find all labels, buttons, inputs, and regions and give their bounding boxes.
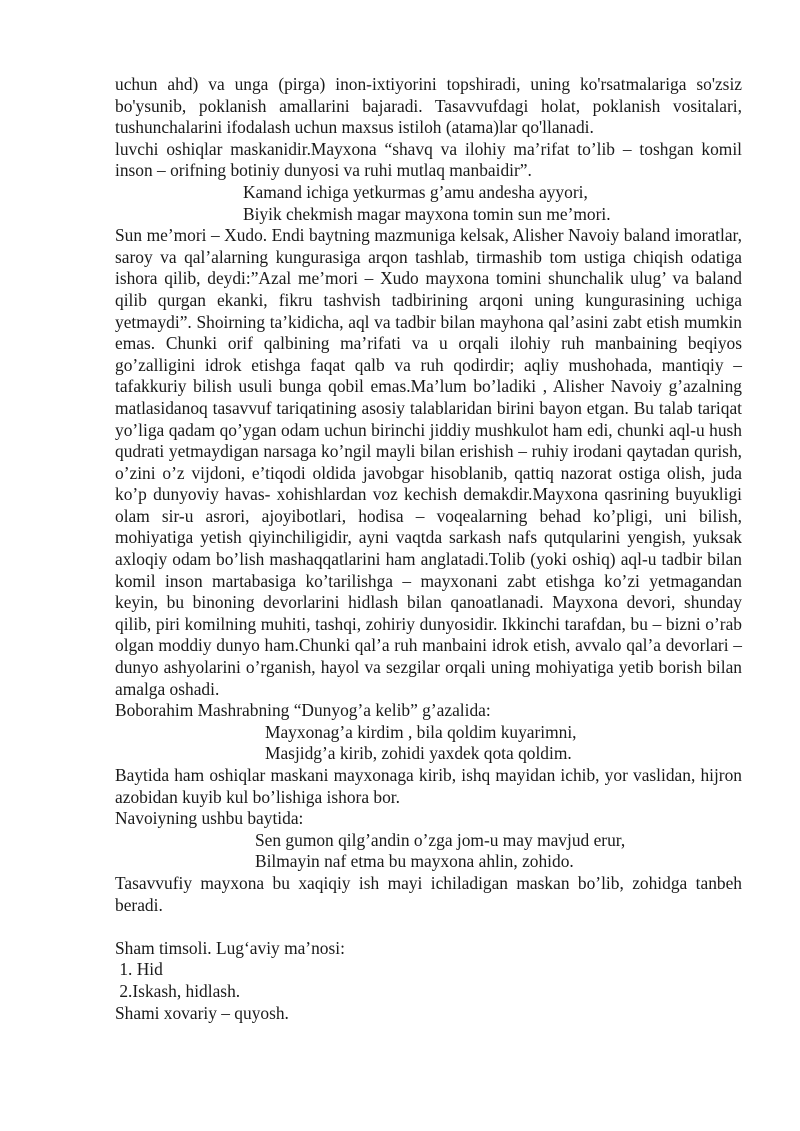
- paragraph-continuation: uchun ahd) va unga (pirga) inon-ixtiyorini topshiradi, uning ko'rsatmalariga so'zsiz bo'ysunib, poklanish amallarini bajaradi. Tasavvufdagi holat, poklanish vositalari, tushunchalarini ifodalash uchun maxsus istiloh (atama)lar qo'llanadi.: [115, 74, 742, 138]
- paragraph-bayt-commentary: Baytida ham oshiqlar maskani mayxonaga kirib, ishq mayidan ichib, yor vaslidan, hijron azobidan kuyib kul bo’lishiga ishora bor.: [115, 765, 742, 807]
- document-page: [115, 74, 742, 1024]
- verse-line: Masjidg’a kirib, zohidi yaxdek qota qoldim.: [265, 743, 572, 764]
- paragraph-commentary: Sun me’mori – Xudo. Endi baytning mazmuniga kelsak, Alisher Navoiy baland imoratlar, saroy va qal’alarning kungurasiga arqon tashlab, tirmashib tom ustiga chiqish odatiga ishora qilib, deydi:”Azal me’mori – Xudo mayxona tomini shunchalik ulug’ va baland qilib qurgan ekanki, fikru tashvish tadbirining arqoni uning kungurasining uchiga yetmaydi”. Shoirning ta’kidicha, aql va tadbir bilan mayhona qal’asini zabt etish mumkin emas. Chunki orif qalbining ma’rifati va u orqali ilohiy ruh manbaining beqiyos go’zalligini idrok etishga faqat qalb va ruh qodirdir; aqliy mushohada, mantiqiy – tafakkuriy bilish usuli bunga qobil emas.Ma’lum bo’ladiki , Alisher Navoiy g’azalning matlasidanoq tasavvuf tariqatining asosiy talablaridan birini bayon etgan. Bu talab tariqat yo’liga qadam qo’ygan odam uchun birinchi jiddiy mushkulot ham edi, chunki aql-u hush qudrati yetmaydigan narsaga ko’ngil mayli bilan erishish – ruhiy irodani qaytadan qurish, o’zini o’z vijdoni, e’tiqodi oldida javobgar hisoblanib, qattiq nazorat ostiga olish, juda ko’p dunyoviy havas- xohishlardan voz kechish demakdir.Mayxona qasrining buyukligi olam sir-u asrori, ajoyibotlari, hodisa – voqealarning behad ko’pligi, uni bilish, mohiyatiga yetish qiyinchiligidir, ayni vaqtda sarkash nafs qutqularini yengish, yuksak axloqiy odam bo’lish mashaqqatlarini ham anglatadi.Tolib (yoki oshiq) aql-u tadbir bilan komil inson martabasiga ko’tarilishga – mayxonani zabt etishga ko’zi yetmagandan keyin, bu binoning devorlarini hidlash bilan qanoatlanadi. Mayxona devori, shunday qilib, piri komilning muhiti, tashqi, zohiriy dunyosidir. Ikkinchi tarafdan, bu – bizni o’rab olgan moddiy dunyo ham.Chunki qal’a ruh manbaini idrok etish, avvalo qal’a devorlari – dunyo ashyolarini o’rganish, hayol va sezgilar orqali uning mohiyatiga yetib borish bilan amalga oshadi.: [115, 225, 742, 699]
- verse-line: Sen gumon qilg’andin o’zga jom-u may mavjud erur,: [255, 829, 626, 850]
- list-item: 1. Hid: [115, 959, 163, 980]
- verse-line: Biyik chekmish magar mayxona tomin sun me’mori.: [243, 203, 611, 224]
- paragraph-tasavvufiy-mayxona: Tasavvufiy mayxona bu xaqiqiy ish mayi ichiladigan maskan bo’lib, zohidga tanbeh beradi.: [115, 872, 742, 915]
- list-item: 2.Iskash, hidlash.: [115, 980, 241, 1001]
- verse-line: Kamand ichiga yetkurmas g’amu andesha ayyori,: [243, 181, 588, 202]
- paragraph-intro-navoiy: Navoiyning ushbu baytida:: [115, 808, 304, 829]
- section-last-line: Shami xovariy – quyosh.: [115, 1002, 289, 1023]
- verse-line: Mayxonag’a kirdim , bila qoldim kuyarimni,: [265, 721, 577, 742]
- verse-line: Bilmayin naf etma bu mayxona ahlin, zohido.: [255, 851, 574, 872]
- blank-line: [115, 916, 742, 938]
- paragraph-intro-mashrab: Boborahim Mashrabning “Dunyog’a kelib” g’azalida:: [115, 700, 491, 721]
- section-heading: Sham timsoli. Lug‘aviy ma’nosi:: [115, 937, 345, 958]
- paragraph-mayxona-definition: luvchi oshiqlar maskanidir.Mayxona “shavq va ilohiy ma’rifat to’lib – toshgan komil inson – orifning botiniy dunyosi va ruhi mutlaq manbaidir”.: [115, 138, 742, 181]
